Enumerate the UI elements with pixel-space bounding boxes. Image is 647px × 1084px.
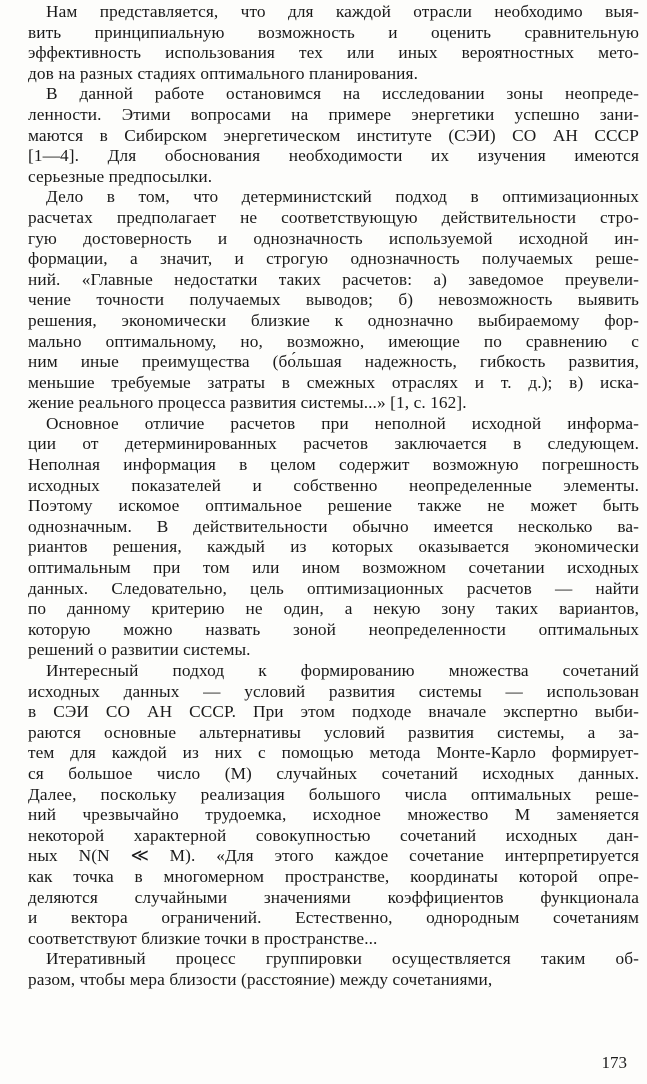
text-line: Нам представляется, что для каждой отрасли необходимо выя- <box>46 2 639 21</box>
text-line: меньшие требуемые затраты в смежных отраслях и т. д.); в) иска- <box>28 372 639 392</box>
text-line: данных. Следовательно, цель оптимизационных расчетов — найти <box>28 578 639 598</box>
text-line: разом, чтобы мера близости (расстояние) между сочетаниями, <box>28 969 493 989</box>
text-line: в СЭИ СО АН СССР. При этом подходе вначале экспертно выби- <box>28 702 639 722</box>
text-line: дов на разных стадиях оптимального планирования. <box>28 63 418 83</box>
text-line: ленности. Этими вопросами на примере энергетики успешно зани- <box>28 104 639 124</box>
paragraph <box>28 84 639 187</box>
text-line: расчетах предполагает не соответствующую действительности стро- <box>28 207 639 227</box>
text-line: риантов решения, каждый из которых оказывается экономически <box>28 537 639 557</box>
text-line: решения, экономически близкие к однозначно выбираемому фор- <box>28 310 639 330</box>
text-line: ся большое число (M) случайных сочетаний исходных данных. <box>28 763 639 783</box>
text-line: Далее, поскольку реализация большого числа оптимальных реше- <box>28 784 639 804</box>
text-line: серьезные предпосылки. <box>28 166 213 186</box>
text-line: решений о развитии системы. <box>28 640 251 660</box>
text-line: эффективность использования тех или иных вероятностных мето- <box>28 43 639 63</box>
text-line: маются в Сибирском энергетическом институте (СЭИ) СО АН СССР <box>28 125 639 145</box>
paragraph <box>28 187 639 414</box>
text-line: некоторой характерной совокупностью сочетаний исходных дан- <box>28 825 639 845</box>
text-line: ний. «Главные недостатки таких расчетов: а) заведомое преувели- <box>28 269 639 289</box>
text-line: тем для каждой из них с помощью метода Монте-Карло формирует- <box>28 743 639 763</box>
text-line: раются основные альтернативы условий развития системы, а за- <box>28 722 639 742</box>
text-line: жение реального процесса развития системы...» [1, с. 162]. <box>28 393 467 413</box>
text-line: исходных данных — условий развития системы — использован <box>28 681 639 701</box>
text-line: оптимальным при том или ином возможном сочетании исходных <box>28 558 639 578</box>
text-line: вить принципиальную возможность и оценить сравнительную <box>28 22 639 42</box>
text-line: соответствуют близкие точки в пространстве... <box>28 928 378 948</box>
page-number: 173 <box>601 1053 627 1072</box>
text-line: ных N(N ≪ M). «Для этого каждое сочетание интерпретируется <box>28 846 639 866</box>
text-line: мально оптимальному, но, возможно, имеющие по сравнению с <box>28 331 639 351</box>
text-line: как точка в многомерном пространстве, координаты которой опре- <box>28 866 639 886</box>
text-line: однозначным. В действительности обычно имеется несколько ва- <box>28 516 639 536</box>
text-line: [1—4]. Для обоснования необходимости их изучения имеются <box>28 146 639 166</box>
text-line: Основное отличие расчетов при неполной исходной информа- <box>46 413 639 433</box>
paragraph <box>28 661 639 949</box>
text-line: чение точности получаемых выводов; б) невозможность выявить <box>28 290 639 310</box>
text-line: которую можно назвать зоной неопределенности оптимальных <box>28 619 639 639</box>
text-line: Неполная информация в целом содержит возможную погрешность <box>28 455 639 475</box>
paragraph <box>28 949 639 990</box>
paragraph <box>28 414 639 661</box>
text-line: В данной работе остановимся на исследовании зоны неопреде- <box>46 84 639 104</box>
text-line: формации, а значит, и строгую однозначность получаемых реше- <box>28 249 639 269</box>
text-line: Интересный подход к формированию множества сочетаний <box>46 661 639 680</box>
text-line: ции от детерминированных расчетов заключается в следующем. <box>28 434 639 454</box>
text-line: и вектора ограничений. Естественно, однородным сочетаниям <box>28 908 639 928</box>
text-line: исходных показателей и собственно неопределенные элементы. <box>28 475 639 495</box>
text-line: деляются случайными значениями коэффициентов функционала <box>28 887 639 907</box>
text-line: гую достоверность и однозначность используемой исходной ин- <box>28 228 639 248</box>
text-line: ним иные преимущества (бо́льшая надежность, гибкость развития, <box>28 352 639 372</box>
text-line: Дело в том, что детерминистский подход в оптимизационных <box>46 187 639 207</box>
paragraph <box>28 2 639 84</box>
text-line: ний чрезвычайно трудоемка, исходное множество M заменяется <box>28 805 639 825</box>
body-text <box>28 2 639 991</box>
text-line: Итеративный процесс группировки осуществляется таким об- <box>46 949 639 969</box>
text-line: по данному критерию не один, а некую зону таких вариантов, <box>28 599 639 619</box>
text-line: Поэтому искомое оптимальное решение также не может быть <box>28 496 639 516</box>
